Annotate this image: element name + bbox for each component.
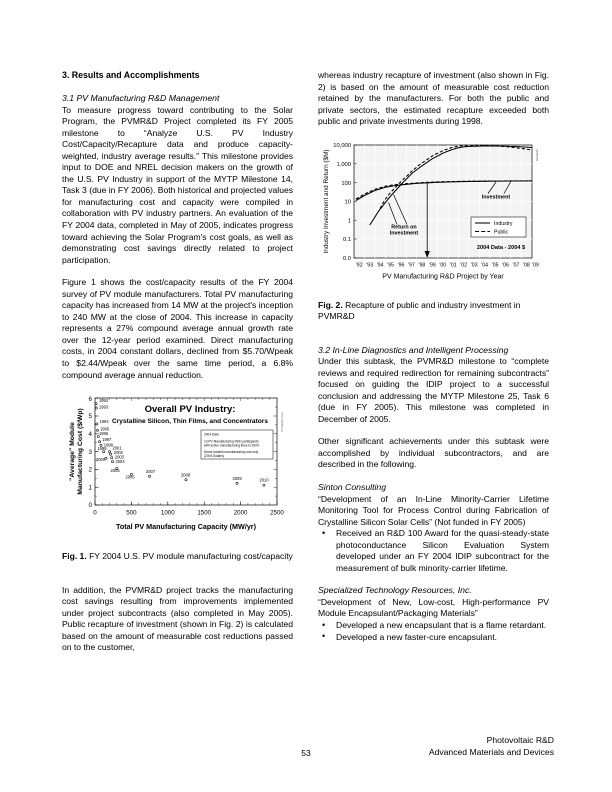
left-paragraph-3: In addition, the PVMR&D project tracks the manufacturing cost savings resulting from improvements implemented under project subcontracts (also completed in May 2005). Public recapture of investment (shown in Fig. 2) is calculated based on the amount of measurable cost reductions passed on to the customer, — [62, 584, 293, 653]
svg-text:2500: 2500 — [270, 509, 284, 517]
section-heading: 3. Results and Accomplishments — [62, 70, 200, 80]
figure-2-annotation-investment: Investment — [481, 194, 511, 201]
svg-text:'07: '07 — [512, 262, 520, 269]
str-bullet-list — [318, 620, 549, 643]
footer-line-1: Photovoltaic R&D — [486, 735, 554, 746]
left-paragraph-2: Figure 1 shows the cost/capacity results of the FY 2004 survey of PV module manufacturers. Total PV manufacturing capacity has increased from 14 MW at the project's inception to 240 MW at the close of 2004. This increase in capacity represents a 27% compound average annual growth rate over the 12-year period examined. Direct manufacturing costs, in 2004 constant dollars, declined from $5.70/Wpeak to $2.44/Wpeak over the same time period, a 6.8% compound average annual reduction. — [62, 277, 293, 380]
svg-text:1995: 1995 — [100, 426, 110, 432]
right-column-spacer — [318, 334, 549, 345]
figure-2 — [318, 139, 549, 291]
svg-text:1993: 1993 — [99, 404, 109, 410]
figure-1 — [62, 392, 293, 542]
figure-1-side-note: PV Industry Cost — [281, 412, 284, 432]
svg-text:'96: '96 — [397, 262, 405, 269]
figure-2-annotation-return-line2: Investment — [389, 230, 419, 237]
figure-2-caption — [318, 300, 549, 323]
svg-text:2007: 2007 — [146, 468, 156, 474]
figure-1-caption — [62, 551, 293, 562]
svg-text:'01: '01 — [449, 262, 457, 269]
right-paragraph-3: Other significant achievements under this subtask were accomplished by individual subcontractors, and are described in the following. — [318, 436, 549, 470]
left-paragraph-1: To measure progress toward contributing to the Solar Program, the PVMR&D Project completed its FY 2005 milestone to “Analyze U.S. PV Industry Cost/Capacity/Recapture data and produce capacity-weighted, industry average results.” This milestone provides input to DOE and NREL decision makers on the growth of the U.S. PV Industry in support of the MYTP Milestone 14, Task 3 (due in FY 2006). Both historical and projected values for manufacturing cost and capacity were compiled in collaboration with PV industry partners. An evaluation of the FY 2004 data, completed in May of 2005, indicates progress toward achieving the Solar Program's cost goals, as well as demonstrating cost savings directly related to project participation. — [62, 104, 293, 265]
list-item — [318, 528, 549, 574]
svg-text:'97: '97 — [408, 262, 415, 269]
svg-text:2004 Data: 2004 Data — [204, 432, 219, 437]
right-column — [318, 70, 549, 735]
svg-text:10,000: 10,000 — [333, 142, 351, 149]
figure-1-chart — [62, 392, 293, 542]
svg-text:'94: '94 — [376, 262, 384, 269]
bullet-icon: • — [322, 631, 326, 642]
svg-text:2010: 2010 — [259, 477, 269, 483]
svg-text:0: 0 — [88, 502, 92, 510]
svg-text:100: 100 — [341, 180, 351, 187]
figure-1-caption-text: FY 2004 U.S. PV module manufacturing cost/capacity — [86, 551, 293, 562]
figure-2-annotation-return-line1: Return on — [391, 224, 417, 231]
svg-text:'09: '09 — [532, 262, 539, 269]
svg-text:5: 5 — [88, 413, 92, 421]
left-column — [62, 70, 293, 735]
figure-2-legend-label-public: Public — [494, 229, 509, 236]
subsection-2-title: 3.2 In-Line Diagnostics and Intelligent Processing — [318, 344, 509, 355]
figure-2-caption-text: Recapture of public and industry investment in PVMR&D — [318, 299, 521, 322]
svg-text:2000: 2000 — [233, 509, 248, 517]
svg-text:'04: '04 — [481, 262, 488, 269]
svg-text:Direct module manufacturing co: Direct module manufacturing cost only — [204, 450, 259, 455]
svg-text:500: 500 — [126, 509, 137, 517]
svg-text:1999: 1999 — [97, 446, 107, 452]
two-column-body — [62, 70, 554, 735]
right-paragraph-2: Under this subtask, the PVMR&D milestone to “complete reviews and required redirection for remaining subcontracts” focused on guiding the IDIP project to a successful conclusion and addressing the MYTP Milestone 25, Task 6 (due in FY 2005). This milestone was completed in December of 2005. — [318, 356, 549, 424]
svg-text:1500: 1500 — [197, 509, 212, 517]
figure-2-note: 2004 Data - 2004 $ — [476, 244, 526, 251]
svg-text:2: 2 — [88, 466, 92, 474]
svg-text:3: 3 — [88, 448, 92, 456]
str-title: Specialized Technology Resources, Inc. — [318, 585, 472, 596]
svg-text:'93: '93 — [366, 262, 374, 269]
svg-text:1998: 1998 — [103, 442, 113, 448]
svg-text:with active manufacturing line: with active manufacturing lines in 2004 — [204, 443, 259, 448]
svg-text:0.1: 0.1 — [342, 236, 351, 243]
svg-text:0: 0 — [93, 509, 97, 517]
svg-text:2004: 2004 — [115, 458, 125, 464]
subsection-1-title: 3.1 PV Manufacturing R&D Management — [62, 93, 220, 103]
svg-text:(2004 Dollars): (2004 Dollars) — [204, 454, 225, 459]
sinton-consulting-description: “Development of an In-Line Minority-Carrier Lifetime Monitoring Tool for Process Control during Fabrication of Crystalline Silicon Solar Cells” (Not funded in FY 2005) — [318, 493, 549, 527]
svg-text:1: 1 — [347, 218, 351, 225]
svg-text:10: 10 — [344, 199, 351, 206]
sinton-bullet-list — [318, 528, 549, 574]
list-item — [318, 632, 549, 644]
svg-text:1994: 1994 — [99, 419, 109, 425]
figure-1-title: Overall PV Industry: — [144, 404, 236, 416]
figure-2-ylabel: Industry Investment and Return ($M) — [323, 149, 330, 254]
svg-text:1000: 1000 — [160, 509, 175, 517]
bullet-icon: • — [322, 619, 326, 630]
svg-text:0.0: 0.0 — [342, 255, 351, 262]
figure-1-xlabel: Total PV Manufacturing Capacity (MW/yr) — [115, 522, 257, 532]
svg-text:1996: 1996 — [99, 431, 109, 437]
svg-text:'95: '95 — [387, 262, 394, 269]
figure-2-side-note: Recapture — [536, 148, 539, 161]
str-description: “Development of New, Low-cost, High-performance PV Module Encapsulant/Packaging Materials” — [318, 596, 549, 619]
figure-2-xlabel: PV Manufacturing R&D Project by Year — [382, 273, 504, 281]
svg-text:1,000: 1,000 — [336, 161, 351, 168]
svg-text:2006: 2006 — [125, 474, 135, 480]
svg-text:'08: '08 — [523, 262, 530, 269]
svg-text:2002: 2002 — [113, 450, 123, 456]
list-item-text: Developed a new faster-cure encapsulant. — [336, 631, 497, 642]
svg-text:1992: 1992 — [99, 398, 109, 404]
bullet-icon: • — [322, 527, 326, 538]
right-paragraph-1: whereas industry recapture of investment (also shown in Fig. 2) is based on the amount of measurable cost reduction retained by the manufacturers. For both the public and private sectors, the estimated recapture exceeded both public and private investments during 1998. — [318, 70, 549, 127]
svg-text:2009: 2009 — [232, 476, 242, 482]
figure-2-chart — [318, 139, 549, 291]
footer-line-2: Advanced Materials and Devices — [428, 746, 554, 757]
figure-2-legend-label-industry: Industry — [494, 220, 513, 227]
svg-text:'03: '03 — [470, 262, 478, 269]
figure-1-ylabel-line2: Manufacturing Cost ($/Wp) — [77, 408, 84, 495]
svg-text:2005: 2005 — [110, 468, 120, 474]
svg-text:1997: 1997 — [102, 436, 112, 442]
svg-text:2008: 2008 — [181, 472, 191, 478]
list-item-text: Received an R&D 100 Award for the quasi-steady-state photoconductance Silicon Evaluation System developed under an FY 2004 IDIP subcontract for the measurement of bulk minority-carrier lifetime. — [336, 528, 549, 573]
svg-text:'92: '92 — [355, 262, 363, 269]
page-number: 53 — [301, 748, 311, 758]
list-item-text: Developed a new encapsulant that is a flame retardant. — [336, 620, 547, 631]
list-item — [318, 620, 549, 632]
figure-1-subtitle: Crystalline Silicon, Thin Films, and Concentrators — [111, 418, 269, 426]
svg-text:'06: '06 — [502, 262, 509, 269]
svg-text:1: 1 — [88, 484, 92, 492]
svg-text:13 PV Manufacturing R&D partic: 13 PV Manufacturing R&D participants — [204, 439, 259, 444]
svg-text:'00: '00 — [439, 262, 447, 269]
figure-1-ylabel-line1: "Average" Module — [69, 422, 76, 481]
svg-text:'02: '02 — [460, 262, 468, 269]
column-spacer — [62, 574, 293, 585]
svg-text:4: 4 — [88, 431, 92, 439]
svg-text:2003: 2003 — [114, 454, 124, 460]
svg-text:'98: '98 — [418, 262, 426, 269]
svg-text:'99: '99 — [429, 262, 436, 269]
figure-2-caption-label: Fig. 2. — [318, 299, 343, 310]
svg-text:2001: 2001 — [112, 445, 122, 451]
sinton-consulting-title: Sinton Consulting — [318, 482, 387, 493]
svg-text:6: 6 — [88, 396, 92, 404]
svg-text:2000: 2000 — [96, 456, 106, 462]
figure-1-caption-label: Fig. 1. — [62, 551, 87, 562]
svg-text:'05: '05 — [491, 262, 499, 269]
